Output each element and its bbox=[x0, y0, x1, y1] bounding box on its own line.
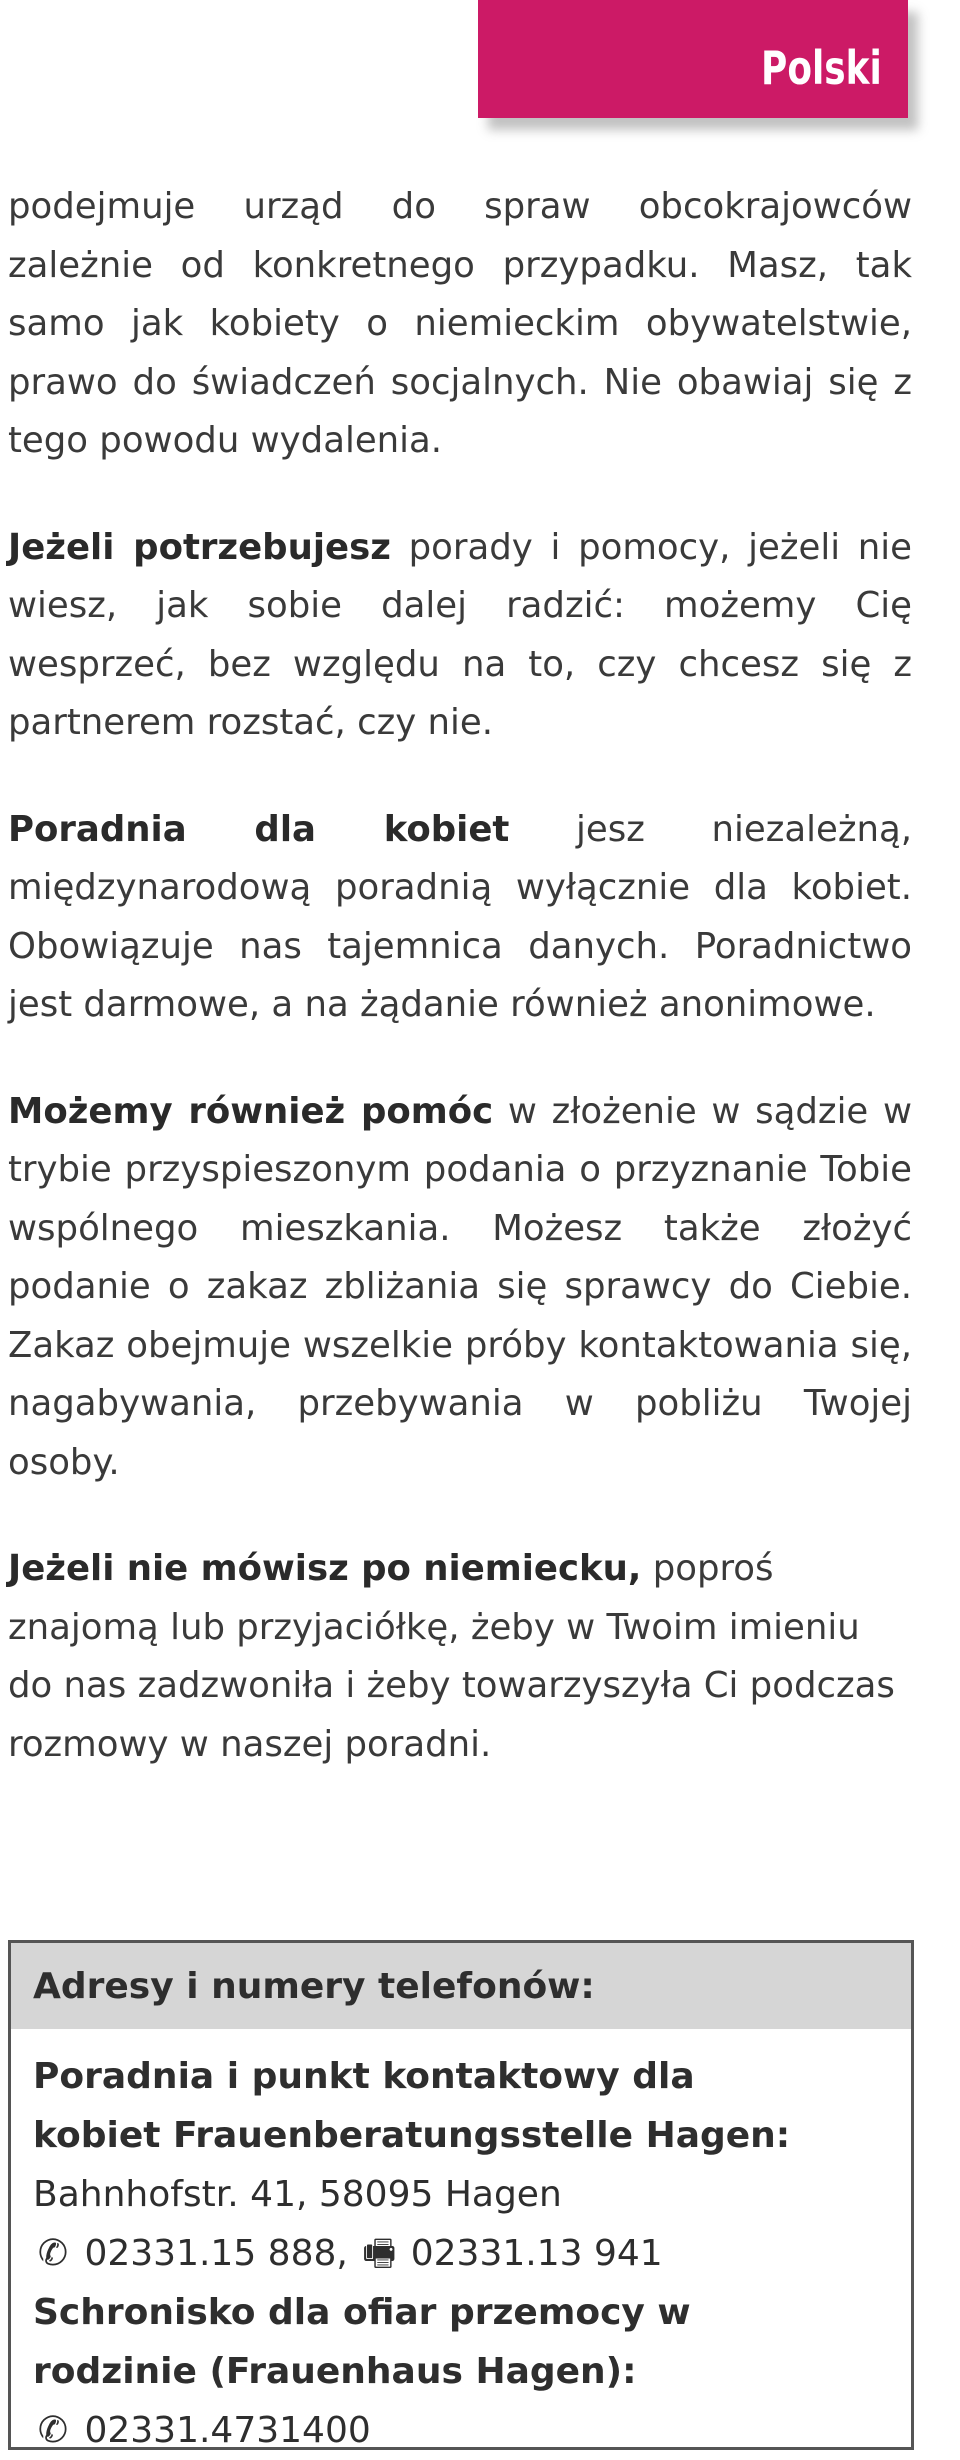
paragraph-2-lead: Jeżeli potrzebujesz bbox=[8, 526, 391, 568]
paragraph-3-text: jesz niezależną, międzynarodową poradnią wyłącznie dla kobiet. Obowiązuje nas tajemnica danych. Poradnictwo jest darmowe, a na żądanie również anonimowe. bbox=[8, 808, 913, 1025]
org1-name-line1: Poradnia i punkt kontaktowy dla bbox=[33, 2056, 695, 2097]
org2-name-line2: rodzinie (Frauenhaus Hagen): bbox=[33, 2351, 637, 2392]
phone-icon: ✆ bbox=[37, 2410, 69, 2451]
contact-box-title: Adresy i numery telefonów: bbox=[11, 1943, 911, 2029]
language-label: Polski bbox=[761, 41, 882, 95]
paragraph-3 bbox=[8, 801, 912, 1035]
org2-phone[interactable]: 02331.4731400 bbox=[84, 2410, 371, 2451]
org1-phone[interactable]: 02331.15 888, bbox=[84, 2233, 348, 2274]
phone-icon: ✆ bbox=[37, 2233, 69, 2274]
org1-name-line2: kobiet Frauenberatungsstelle Hagen: bbox=[33, 2115, 791, 2156]
org1-fax: 02331.13 941 bbox=[410, 2233, 663, 2274]
contact-box-body bbox=[11, 2029, 911, 2460]
paragraph-4-lead: Możemy również pomóc bbox=[8, 1090, 494, 1132]
fax-icon: 🖷 bbox=[362, 2233, 397, 2274]
paragraph-4-text: w złożenie w sądzie w trybie przyspieszonym podania o przyznanie Tobie wspólnego mieszkania. Możesz także złożyć podanie o zakaz zbliżania się sprawcy do Ciebie. Zakaz obejmuje wszelkie próby kontaktowania się, nagabywania, przebywania w pobliżu Twojej osoby. bbox=[8, 1090, 912, 1483]
paragraph-2-text: porady i pomocy, jeżeli nie wiesz, jak sobie dalej radzić: możemy Cię wesprzeć, bez względu na to, czy chcesz się z partnerem rozstać, czy nie. bbox=[8, 526, 912, 743]
paragraph-5-lead: Jeżeli nie mówisz po niemiecku, bbox=[8, 1548, 642, 1589]
org1-contacts bbox=[33, 2224, 889, 2283]
paragraph-4 bbox=[8, 1083, 912, 1493]
org2-name-line1: Schronisko dla ofiar przemocy w bbox=[33, 2292, 691, 2333]
paragraph-2 bbox=[8, 519, 912, 753]
main-text bbox=[8, 178, 912, 1822]
org1-address: Bahnhofstr. 41, 58095 Hagen bbox=[33, 2174, 562, 2215]
paragraph-5 bbox=[8, 1540, 912, 1774]
org2-contacts bbox=[33, 2401, 889, 2460]
paragraph-1-text: podejmuje urząd do spraw obcokrajowców zależnie od konkretnego przypadku. Masz, tak samo jak kobiety o niemieckim obywatelstwie, prawo do świadczeń socjalnych. Nie obawiaj się z tego powodu wydalenia. bbox=[8, 186, 912, 461]
paragraph-1 bbox=[8, 178, 912, 471]
paragraph-3-lead: Poradnia dla kobiet bbox=[8, 808, 510, 850]
contact-box bbox=[8, 1940, 914, 2450]
paragraph-5-text: poproś znajomą lub przyjaciółkę, żeby w Twoim imieniu do nas zadzwoniła i żeby towarzyszyła Ci podczas rozmowy w naszej poradni. bbox=[8, 1548, 895, 1765]
language-tab bbox=[478, 0, 908, 118]
